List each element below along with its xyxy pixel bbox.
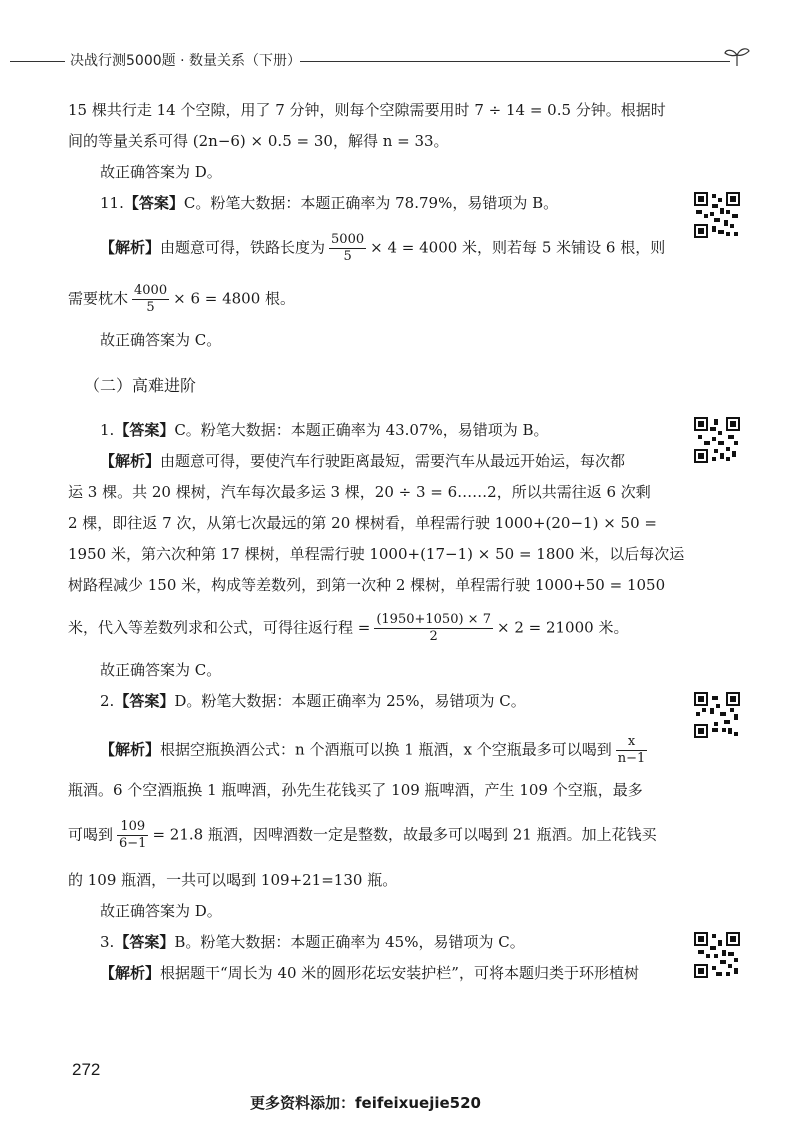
analysis-tag: 【解析】 [100,238,161,257]
page-number: 272 [72,1060,101,1079]
question-number: 2. [100,692,115,710]
text-line: 2 棵，即往返 7 次，从第七次最远的第 20 棵树看，单程需行驶 1000+(20−1) × 50 = [68,514,657,532]
question-number: 11. [100,194,124,212]
section-title: （二）高难进阶 [84,376,197,395]
answer-line [100,193,558,213]
book-title: 决战行测5000题 · 数量关系（下册） [70,53,301,69]
fraction-denominator: n−1 [617,751,646,766]
analysis-text: × 6 = 4800 根。 [173,289,296,308]
question-number: 3. [100,933,115,951]
qr-code-icon[interactable] [692,190,742,240]
answer-line [100,691,526,711]
analysis-text: × 2 = 21000 米。 [496,618,629,637]
analysis-text: = 21.8 瓶酒，因啤酒数一定是整数，故最多可以喝到 21 瓶酒。加上花钱买 [152,825,657,844]
final-answer: 故正确答案为 D。 [100,163,222,181]
answer-text: D。粉笔大数据：本题正确率为 25%，易错项为 C。 [174,692,526,710]
analysis-text: 由题意可得，铁路长度为 [160,238,326,257]
fraction-numerator: 109 [117,819,148,836]
fraction [329,232,366,265]
answer-line [100,932,525,952]
final-answer: 故正确答案为 D。 [100,902,222,920]
answer-line [100,420,549,440]
fraction-denominator: 5 [146,300,155,315]
analysis-line [68,283,295,316]
fraction-denominator: 5 [343,249,352,264]
fraction-numerator: 4000 [134,283,168,298]
analysis-line [100,963,639,983]
fraction-numerator: x [616,734,648,751]
analysis-text: 由题意可得，要使汽车行驶距离最短，需要汽车从最远开始运，每次都 [160,452,626,470]
answer-tag: 【答案】 [123,194,184,212]
fraction [132,283,169,316]
text-line: 1950 米，第六次种第 17 棵树，单程需行驶 1000+(17−1) × 50 = 1800 米，以后每次运 [68,545,685,563]
fraction [117,819,148,852]
page-header [0,44,800,74]
header-rule-left [10,61,65,62]
text-line: 间的等量关系可得 (2n−6) × 0.5 = 30，解得 n = 33。 [68,132,449,150]
analysis-text: 根据题干“周长为 40 米的圆形花坛安装护栏”，可将本题归类于环形植树 [160,964,639,982]
question-number: 1. [100,421,115,439]
analysis-text: 米，代入等差数列求和公式，可得往返行程 = [68,618,371,637]
answer-text: B。粉笔大数据：本题正确率为 45%，易错项为 C。 [174,933,525,951]
answer-tag: 【答案】 [114,933,175,951]
final-answer: 故正确答案为 C。 [100,331,222,349]
analysis-text: × 4 = 4000 米，则若每 5 米铺设 6 根，则 [370,238,666,257]
answer-tag: 【答案】 [114,421,175,439]
fraction [374,612,493,645]
text-line: 15 棵共行走 14 个空隙，用了 7 分钟，则每个空隙需要用时 7 ÷ 14 = 0.5 分钟。根据时 [68,101,666,119]
text-line: 瓶酒。6 个空酒瓶换 1 瓶啤酒，孙先生花钱买了 109 瓶啤酒，产生 109 个空瓶，最多 [68,781,643,799]
text-line: 运 3 棵。共 20 棵树，汽车每次最多运 3 棵，20 ÷ 3 = 6……2，所以共需往返 6 次剩 [68,483,651,501]
fraction [616,734,648,767]
analysis-line [100,232,665,265]
analysis-line [68,612,628,645]
analysis-line [100,734,651,767]
analysis-text: 需要枕木 [68,289,129,308]
footer-note: 更多资料添加：feifeixuejie520 [250,1094,481,1112]
header-rule-right [300,61,730,62]
qr-code-icon[interactable] [692,930,742,980]
analysis-text: 根据空瓶换酒公式：n 个酒瓶可以换 1 瓶酒，x 个空瓶最多可以喝到 [160,740,612,759]
analysis-line [100,451,625,471]
analysis-text: 可喝到 [68,825,114,844]
answer-text: C。粉笔大数据：本题正确率为 43.07%，易错项为 B。 [174,421,549,439]
qr-code-icon[interactable] [692,415,742,465]
fraction-numerator: 5000 [331,232,365,247]
analysis-tag: 【解析】 [100,740,161,759]
text-line: 的 109 瓶酒，一共可以喝到 109+21=130 瓶。 [68,871,398,889]
answer-tag: 【答案】 [114,692,175,710]
analysis-line [68,819,657,852]
text-line: 树路程减少 150 米，构成等差数列，到第一次种 2 棵树，单程需行驶 1000+50 = 1050 [68,576,666,594]
final-answer: 故正确答案为 C。 [100,661,222,679]
analysis-tag: 【解析】 [100,452,161,470]
analysis-tag: 【解析】 [100,964,161,982]
sprout-icon [722,44,752,68]
fraction-denominator: 6−1 [119,836,147,851]
fraction-denominator: 2 [429,629,438,644]
fraction-numerator: (1950+1050) × 7 [376,612,491,627]
answer-text: C。粉笔大数据：本题正确率为 78.79%，易错项为 B。 [183,194,559,212]
qr-code-icon[interactable] [692,690,742,740]
